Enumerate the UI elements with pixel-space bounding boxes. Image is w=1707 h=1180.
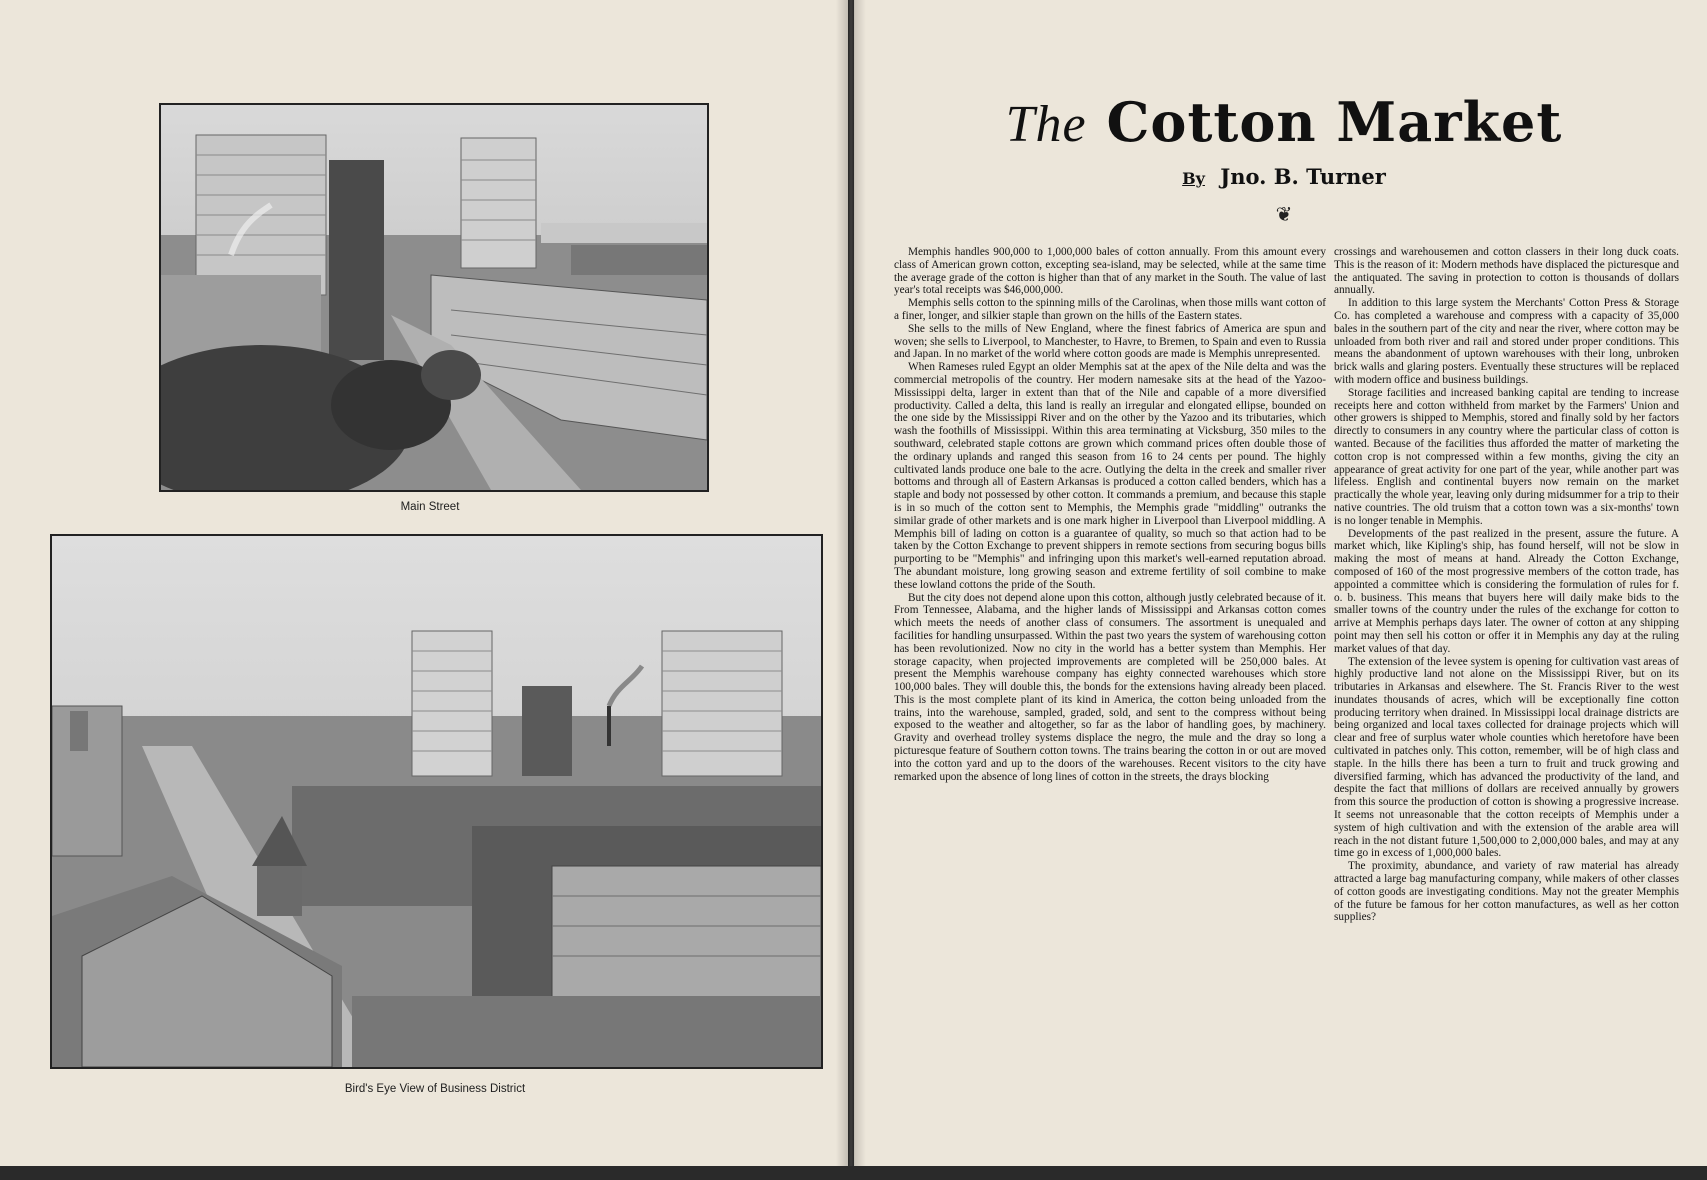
business-district-photo (50, 534, 823, 1069)
book-gutter (836, 0, 866, 1180)
paragraph: Memphis sells cotton to the spinning mills of the Carolinas, when those mills want cotton of a finer, longer, and silkier staple than grown on the hills of the Eastern states. (894, 297, 1326, 322)
paragraph: She sells to the mills of New England, where the finest fabrics of America are spun and woven; she sells to Liverpool, to Manchester, to Havre, to Bremen, to Spain and even to Russia and Japan. In no market of the world where cotton goods are made is Memphis unrepresented. (894, 322, 1326, 361)
paragraph: Developments of the past realized in the present, assure the future. A market which, like Kipling's ship, has found herself, will not be slow in making the most of means at hand. Already the Cotton Exchange, composed of 160 of the most progressive members of the cotton trade, has appointed a committee which is considering the formulation of rules for f. o. b. business. This means that buyers here will daily make bids to the smaller towns of the country under the rules of the exchange for cotton to arrive at Memphis perhaps days later. The owner of cotton at any shipping point may then sell his cotton or offer it in Memphis any day at the ruling market values of that day. (1334, 527, 1679, 655)
article-column-2 (1334, 246, 1679, 924)
paragraph: The extension of the levee system is opening for cultivation vast areas of highly productive land not alone on the Mississippi River, but on its tributaries in Arkansas and elsewhere. The St. Francis River to the west inundates thousands of acres, which will be exceptionally fine cotton producing territory when drained. In Mississippi local drainage districts are being organized and local taxes collected for drainage projects which will clear and free of surplus water whole counties which heretofore have been cultivated in patches only. This cotton, remember, will be of high class and staple. In the hills there has been a turn to fruit and truck growing and diversified farming, which has advanced the productivity of the land, and despite the fact that millions of dollars are received annually by growers from this source the production of cotton is showing a progressive increase. It seems not unreasonable that the cotton receipts of Memphis under a system of high cultivation and with the extension of the arable area will reach in the not distant future 1,500,000 to 2,000,000 bales, and may at any time go in excess of 1,000,000 bales. (1334, 655, 1679, 860)
main-street-caption: Main Street (400, 501, 460, 513)
right-page (854, 0, 1707, 1180)
article-column-1 (894, 246, 1326, 783)
business-district-caption: Bird's Eye View of Business District (344, 1083, 526, 1095)
byline (924, 164, 1644, 189)
title-the: The (1005, 96, 1087, 153)
paragraph: In addition to this large system the Merchants' Cotton Press & Storage Co. has completed a warehouse and compress with a capacity of 35,000 bales in the southern part of the city and near the river, where cotton may be unloaded from both river and rail and stored under proper conditions. This means the abandonment of uptown warehouses with their long, unbroken brick walls and glaring posters. Eventually these structures will be replaced with modern office and business buildings. (1334, 297, 1679, 386)
paragraph: When Rameses ruled Egypt an older Memphis sat at the apex of the Nile delta and was the commercial metropolis of the country. Her modern namesake sits at the head of the Yazoo-Mississippi delta, larger in extent than that of the Nile and capable of a more diversified productivity. Called a delta, this land is really an irregular and elongated ellipse, bounded on the one side by the Mississippi River and on the other by the Yazoo and its tributaries, which wash the foothills of Mississippi. Within this area terminating at Vicksburg, 350 miles to the southward, celebrated staple cottons are grown which command prices often double those of the ordinary uplands and ranged this season from 16 to 24 cents per pound. The highly cultivated lands produce one bale to the acre. Outlying the delta in the creek and smaller river bottoms and through all of Eastern Arkansas is produced a cotton called benders, which has a staple and body not possessed by other cotton. It commands a premium, and because this staple is in so much of the cotton sent to Memphis, the Memphis grade "middling" outranks the similar grade of other markets and is one mark higher in Liverpool than Liverpool middling. A Memphis bill of lading on cotton is a guarantee of quality, so much so that action had to be taken by the Cotton Exchange to prevent shippers in remote sections from securing bogus bills purporting to be "Memphis" and infringing upon this market's well-earned reputation abroad. The abundant moisture, long growing season and extreme fertility of soil combine to make these lowland cottons the pride of the South. (894, 361, 1326, 591)
paragraph: But the city does not depend alone upon this cotton, although justly celebrated because of it. From Tennessee, Alabama, and the higher lands of Mississippi and Arkansas cotton comes which meets the needs of another class of consumers. The assortment is unequaled and facilities for handling unsurpassed. Within the past two years the system of warehousing cotton has been revolutionized. Now no city in the world has a better system than Memphis. Her storage capacity, when projected improvements are completed will be 250,000 bales. At present the Memphis warehouse company has eighty connected warehouses which store 100,000 bales. They will double this, the bonds for the extensions having already been placed. This is the most complete plant of its kind in America, the cotton being unloaded from the trains, into the warehouse, sampled, graded, sold, and sent to the compress without being exposed to the weather and altogether, so far as the labor of handling goes, by machinery. Gravity and overhead trolley systems displace the negro, the mule and the dray so long a picturesque feature of Southern cotton towns. The trains bearing the cotton in or out are moved into the cotton yard and up to the doors of the warehouses. Recent visitors to the city have remarked upon the absence of long lines of cotton in the streets, the drays blocking (894, 591, 1326, 783)
leaf-ornament-icon: ❦ (1275, 204, 1293, 226)
title-main: Cotton Market (1106, 90, 1563, 154)
scan-bottom-edge (0, 1166, 1707, 1180)
author-name: Jno. B. Turner (1220, 164, 1386, 189)
left-page (0, 0, 848, 1180)
byline-prefix: By (1182, 169, 1205, 188)
paragraph: crossings and warehousemen and cotton classers in their long duck coats. This is the reason of it: Modern methods have displaced the picturesque and the antiquated. The saving in protection to cotton is thousands of dollars annually. (1334, 246, 1679, 297)
paragraph: Memphis handles 900,000 to 1,000,000 bales of cotton annually. From this amount every class of American grown cotton, excepting sea-island, may be selected, while at the same time the average grade of the cotton is higher than that of any market in the South. The value of last year's total receipts was $46,000,000. (894, 246, 1326, 297)
article-title (924, 90, 1644, 154)
paragraph: The proximity, abundance, and variety of raw material has already attracted a large bag manufacturing company, while makers of other classes of cotton goods are investigating conditions. May not the greater Memphis of the future be famous for her cotton manufactures, as well as her cotton supplies? (1334, 860, 1679, 924)
paragraph: Storage facilities and increased banking capital are tending to increase receipts here and cotton withheld from market by the Farmers' Union and other growers is shipped to Memphis, stored and finally sold by her factors directly to consumers in any country where the particular class of cotton is wanted. Because of the facilities thus afforded the matter of marketing the cotton crop is not compressed within a few months, giving the city an appearance of great activity for one part of the year, while another part was lifeless. English and continental buyers now remain on the market practically the whole year, leaving only during midsummer for a trip to their native countries. The old truism that a cotton town was a six-months' town is no longer tenable in Memphis. (1334, 386, 1679, 527)
main-street-photo (159, 103, 709, 492)
